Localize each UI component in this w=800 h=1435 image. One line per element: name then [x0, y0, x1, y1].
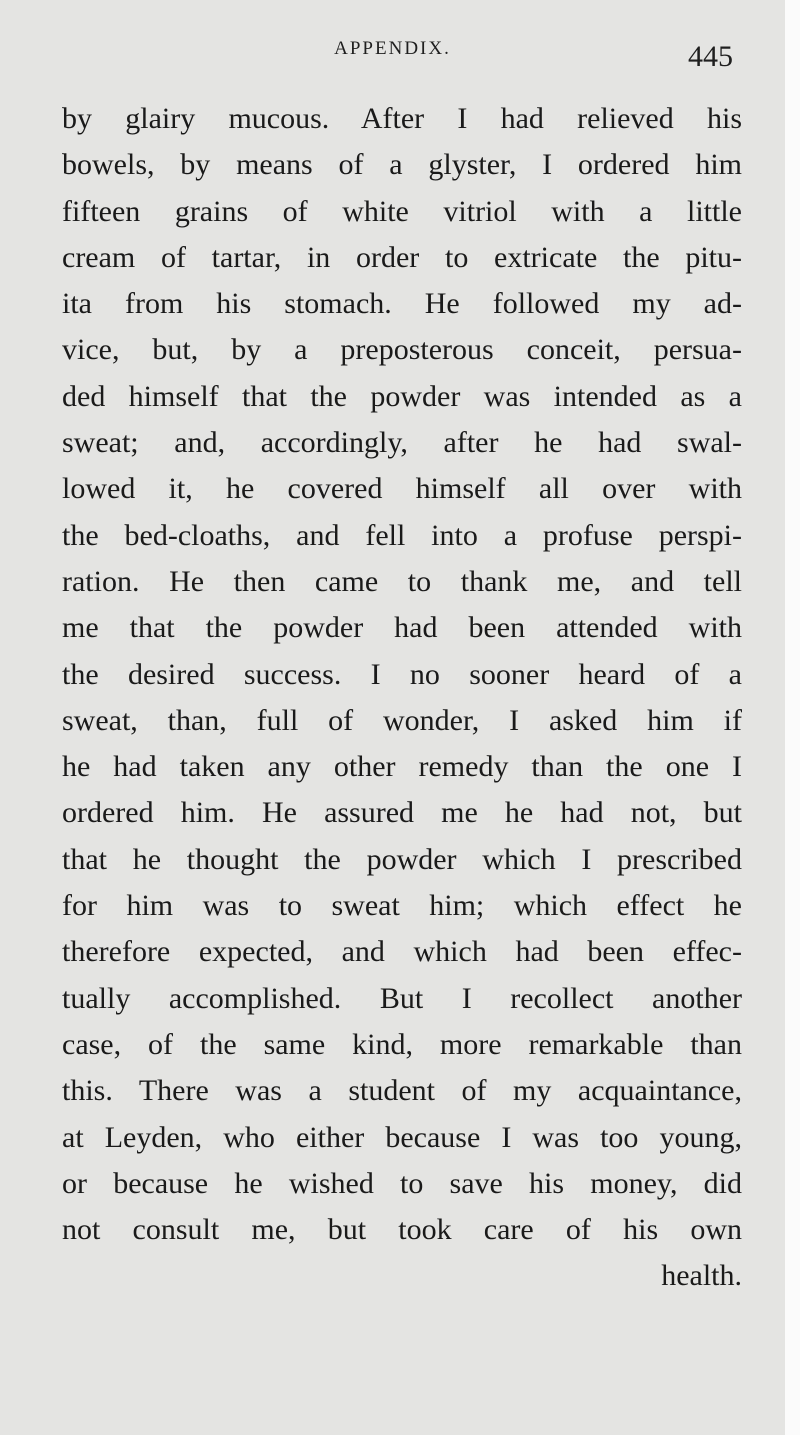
text-line: sweat; and, accordingly, after he had swal-: [62, 426, 742, 460]
page-edge: [785, 0, 800, 1435]
text-line: therefore expected, and which had been effec-: [62, 935, 742, 969]
text-line: by glairy mucous. After I had relieved his: [62, 102, 742, 135]
running-header: APPENDIX.: [334, 38, 451, 59]
text-line: tually accomplished. But I recollect another: [62, 981, 742, 1015]
text-line: at Leyden, who either because I was too young,: [62, 1120, 742, 1154]
text-line: the bed-cloaths, and fell into a profuse perspi-: [62, 518, 742, 552]
text-line: me that the powder had been attended with: [62, 611, 742, 645]
text-line: or because he wished to save his money, did: [62, 1166, 742, 1200]
text-line: cream of tartar, in order to extricate the pitu-: [62, 240, 742, 274]
text-line: ita from his stomach. He followed my ad-: [62, 287, 742, 321]
text-line: he had taken any other remedy than the one I: [62, 750, 742, 784]
text-line: ration. He then came to thank me, and tell: [62, 564, 742, 598]
text-line: for him was to sweat him; which effect he: [62, 889, 742, 923]
text-line: the desired success. I no sooner heard of a: [62, 657, 742, 691]
text-line: sweat, than, full of wonder, I asked him if: [62, 703, 742, 737]
text-line: ordered him. He assured me he had not, but: [62, 796, 742, 830]
text-line-final: health.: [661, 1259, 742, 1293]
text-line: lowed it, he covered himself all over with: [62, 472, 742, 506]
text-line: that he thought the powder which I prescribed: [62, 842, 742, 876]
text-line: bowels, by means of a glyster, I ordered him: [62, 148, 742, 182]
page-number: 445: [688, 40, 733, 73]
text-line: vice, but, by a preposterous conceit, persua-: [62, 333, 742, 367]
text-line: case, of the same kind, more remarkable than: [62, 1027, 742, 1061]
text-line: ded himself that the powder was intended as a: [62, 379, 742, 413]
body-text: [62, 96, 742, 1300]
text-line: this. There was a student of my acquaintance,: [62, 1074, 742, 1108]
text-line: not consult me, but took care of his own: [62, 1213, 742, 1247]
text-line: fifteen grains of white vitriol with a little: [62, 194, 742, 228]
